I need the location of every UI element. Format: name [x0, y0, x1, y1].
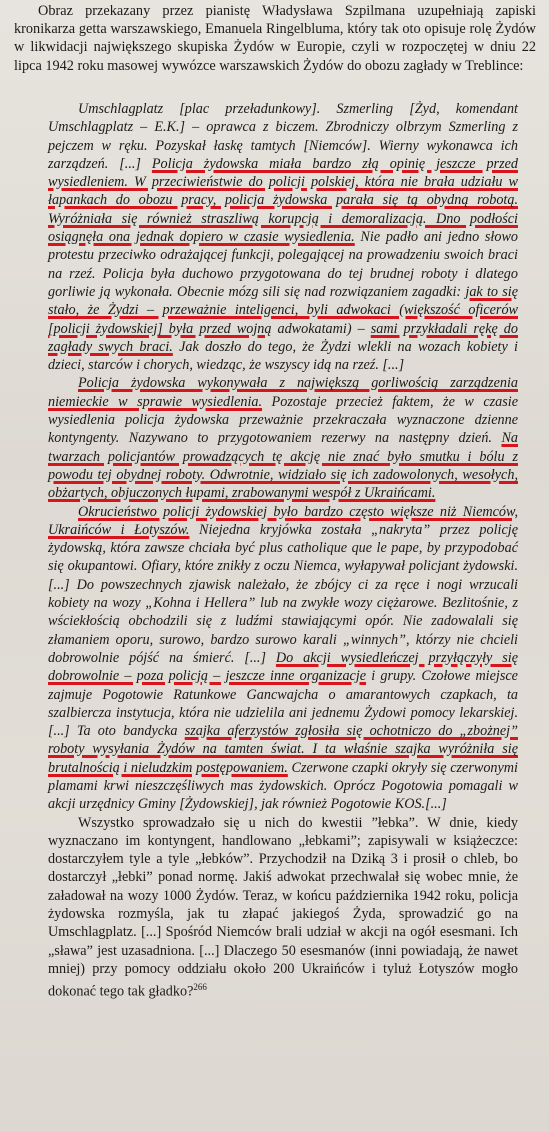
- highlighted-passage: sami przykładali rękę do zagłady swych braci.: [48, 320, 518, 355]
- highlighted-passage: Policja żydowska miała bardzo złą opinię jeszcze przed wysiedleniem. W przeciwieństwie do policji polskiej, która nie brała udziału w łapankach do obozu pracy, policja żydowska parała się tą obydną robotą. Wyróżniała się również straszliwą korupcją i demoralizacją. Dno podłości osiągnęła ona jednak dopiero w czasie wysiedlenia.: [48, 155, 518, 246]
- quote-text: Czerwone czapki okryły się czerwonymi plamami krwi nieszczęśliwych mas żydowskich. Oprócz Pogotowia pomagali w akcji urzędnicy Gminy [Żydowskiej], jak również Pogotowie KOS.[...]: [48, 759, 518, 813]
- highlighted-passage: jak to się stało, że Żydzi – przeważnie inteligenci, byli adwokaci (większość oficerów [policji żydowskiej] była przed wojną: [48, 283, 518, 337]
- highlighted-passage: Okrucieństwo policji żydowskiej było bardzo często większe niż Niemców, Ukraińców i Łotyszów.: [48, 503, 518, 538]
- highlighted-passage: szajka aferzystów zgłosiła się ochotniczo do „zbożnej” roboty wysyłania Żydów na tamten świat. I ta właśnie szajka wyróżniła się brutalnością i nieludzkim postępowaniem.: [48, 723, 518, 776]
- quote-text: Jak doszło do tego, że Żydzi wlekli na wozach kobiety i dzieci, starców i chorych, wiedząc, że wszyscy idą na rzeź. [...]: [48, 338, 518, 374]
- ringelblum-quote: [48, 100, 518, 1001]
- quote-text: adwokatami) –: [271, 320, 371, 337]
- highlighted-passage: Policja żydowska wykonywała z największą gorliwością zarządzenia niemieckie w sprawie wysiedlenia.: [48, 375, 518, 410]
- quote-text: i grupy. Czołowe miejsce zajmuje Pogotowie Ratunkowe Gancwajcha o amarantowych czapkach, ta szalbiercza instytucja, która nie udzielila ani jednemu Żydowi pomocy lekarskiej. [...] Ta oto bandycka: [48, 668, 518, 740]
- intro-paragraph: [14, 2, 536, 75]
- quote-paragraph-2: [48, 374, 518, 502]
- footnote-marker: 266: [193, 982, 207, 993]
- highlighted-passage: Do akcji wysiedleńczej przyłączyły się dobrowolnie – poza policją – jeszcze inne organizacje: [48, 649, 519, 685]
- intro-text: Obraz przekazany przez pianistę Władysława Szpilmana uzupełniają zapiski kronikarza getta warszawskiego, Emanuela Ringelbluma, który tak oto opisuje rolę Żydów w likwidacji największego skupiska Żydów w Europie, czyli w rozpoczętej w dniu 22 lipca 1942 roku masowej wywózce warszawskich Żydów do obozu zagłady w Treblince:: [14, 3, 536, 74]
- quote-text: Pozostaje przecież faktem, że w czasie wysiedlenia policja żydowska przeważnie przekraczała wyznaczone dzienne kontyngenty. Nazywano to przygotowaniem rezerwy na następny dzień.: [48, 393, 518, 447]
- quote-text: Umschlagplatz [plac przeładunkowy]. Szmerling [Żyd, komendant Umschlagplatz – E.K.] – oprawca z biczem. Zbrodniczy olbrzym Szmerling z pejczem w ręku. Pozyskał łaskę tamtych [Niemców]. Wierny wykonawca ich zarządzeń. [...]: [48, 101, 518, 172]
- quote-text: Niejedna kryjówka została „nakryta” przez policję żydowską, która zawsze chciała być plus catholique que le pape, by przypodobać się okupantowi. Ofiary, które znikły z oczu Niemca, wyłapywał policjant żydowski. [...] Do powszechnych zjawisk należało, że zbójcy ci za ręce i nogi wrzucali kobiety na wozy „Kohna i Hellera” lub na zwykłe wozy ciężarowe. Bezlitośnie, z wściekłością obchodzili się z ludźmi stawiającymi opór. Nie zadowalali się złamaniem oporu, surowo, bardzo surowo karali „winnych”, którzy nie chcieli dobrowolnie pójść na śmierć. [...]: [48, 521, 518, 666]
- quote-text: Wszystko sprowadzało się u nich do kwestii ”łebka”. W dnie, kiedy wyznaczano im kontyngent, handlowano „łebkami”; zapisywali w książeczce: dostarczyłem tyle a tyle „łebków”. Przychodził na Dziką 3 i prosił o chleb, bo dostarczył „łebki” ponad normę. Jakiś adwokat przechwalał się wobec mnie, że załadował na wozy 1000 Żydów. Teraz, w końcu października 1942 roku, policja żydowska rozmyśla, jak tu złapać jakiegoś Żyda, sprowadzić go na Umschlagplatz. [...] Spośród Niemców brali udział w akcji na ogół esesmani. Ich „sława” jest uzasadniona. [...] Dlaczego 50 esesmanów (inni powiadają, że nawet mniej) przy pomocy oddziału około 200 Ukraińców i tyluż Łotyszów mogło dokonać tego tak gładko?: [48, 814, 518, 1000]
- quote-paragraph-3: [48, 503, 518, 814]
- quote-paragraph-4: [48, 814, 518, 1002]
- quote-text: Nie padło ani jedno słowo protestu przeciwko odrażającej funkcji, polegającej na prowadzeniu swoich braci na rzeź. Policja była duchowo przygotowana do tej brudnej roboty i dlatego gorliwie ją wykonała. Obecnie mózg sili się nad rozwiązaniem zagadki:: [48, 229, 519, 300]
- highlighted-passage: Na twarzach policjantów prowadzących tę akcję nie znać było smutku i bólu z powodu tej obydnej roboty. Odwrotnie, widziało się ich zadowolonych, wesołych, obżartych, objuczonych łupami, zrabowanymi wespół z Ukraińcami.: [48, 430, 518, 502]
- quote-paragraph-1: [48, 100, 518, 374]
